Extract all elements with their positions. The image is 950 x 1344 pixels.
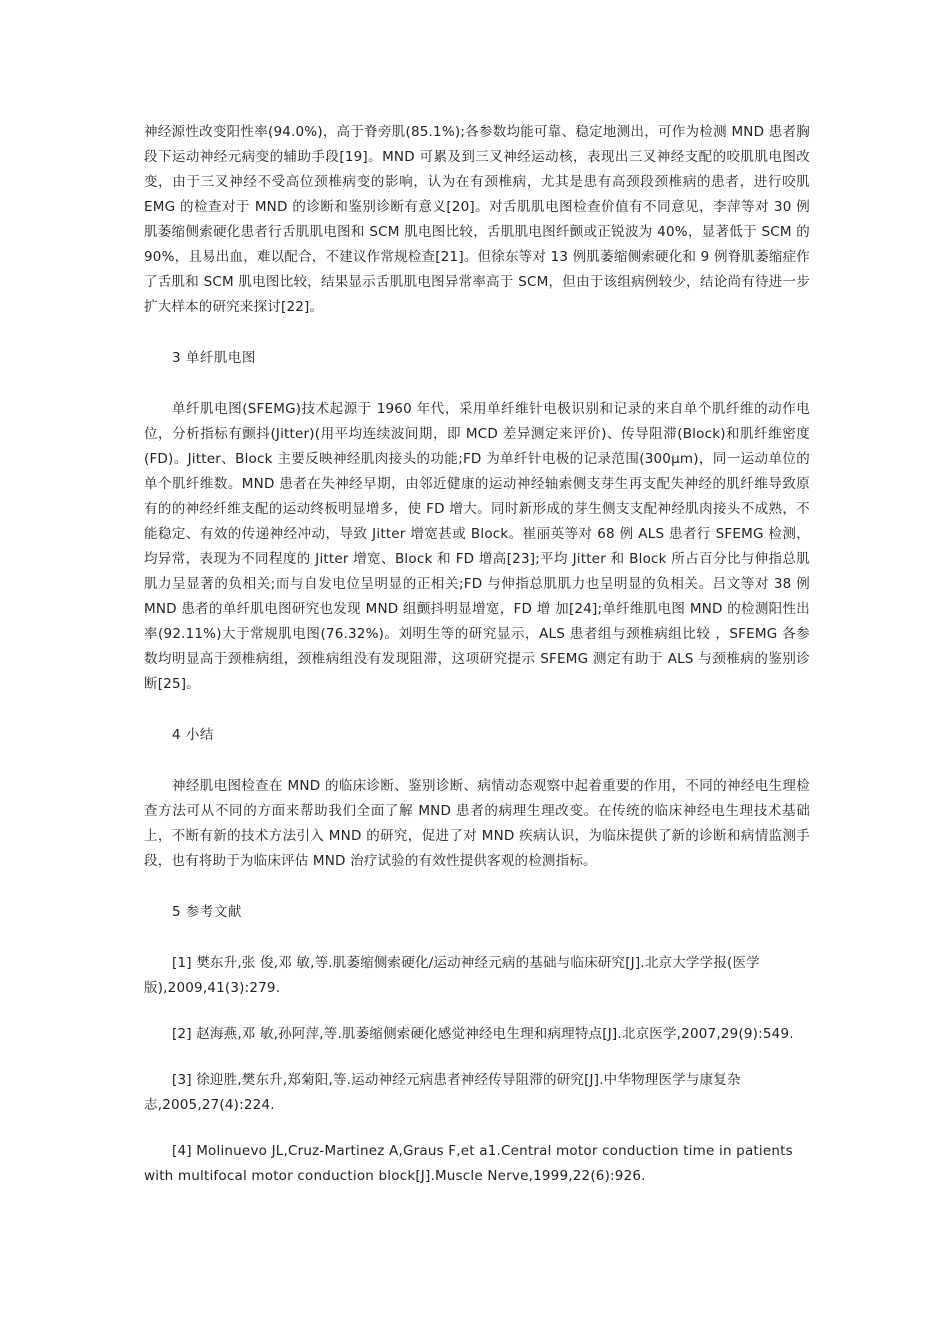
section-heading-5: 5 参考文献 — [172, 904, 242, 920]
section-heading-3: 3 单纤肌电图 — [172, 350, 256, 366]
reference-item: [1] 樊东升,张 俊,邓 敏,等.肌萎缩侧索硬化/运动神经元病的基础与临床研究[J].北京大学学报(医学版),2009,41(3):279. — [144, 955, 760, 996]
paragraph-sfemg: 单纤肌电图(SFEMG)技术起源于 1960 年代，采用单纤维针电极识别和记录的来自单个肌纤维的动作电位，分析指标有颤抖(Jitter)(用平均连续波间期，即 MCD 差异测定来评价)、传导阻滞(Block)和肌纤维密度(FD)。Jitter、Block 主要反映神经肌肉接头的功能;FD 为单纤针电极的记录范围(300μm)，同一运动单位的单个肌纤维数。MND 患者在失神经早期，由邻近健康的运动神经轴索侧支芽生再支配失神经的肌纤维导致原有的的神经纤维支配的运动终板明显增多，使 FD 增大。同时新形成的芽生侧支支配神经肌肉接头不成熟，不能稳定、有效的传递神经冲动，导致 Jitter 增宽甚或 Block。崔丽英等对 68 例 ALS 患者行 SFEMG 检测，均异常，表现为不同程度的 Jitter 增宽、Block 和 FD 增高[23];平均 Jitter 和 Block 所占百分比与伸指总肌肌力呈显著的负相关;而与自发电位呈明显的正相关;FD 与伸指总肌肌力也呈明显的负相关。吕文等对 38 例 MND 患者的单纤肌电图研究也发现 MND 组颤抖明显增宽，FD 增 加[24];单纤维肌电图 MND 的检测阳性出率(92.11%)大于常规肌电图(76.32%)。刘明生等的研究显示，ALS 患者组与颈椎病组比较 ，SFEMG 各参数均明显高于颈椎病组，颈椎病组没有发现阻滞，这项研究提示 SFEMG 测定有助于 ALS 与颈椎病的鉴别诊断[25]。 — [144, 401, 810, 692]
paragraph-intro: 神经源性改变阳性率(94.0%)，高于脊旁肌(85.1%);各参数均能可靠、稳定地测出，可作为检测 MND 患者胸段下运动神经元病变的辅助手段[19]。MND 可累及到三叉神经运动核，表现出三叉神经支配的咬肌肌电图改变，由于三叉神经不受高位颈椎病变的影响，认为在有颈椎病，尤其是患有高颈段颈椎病的患者，进行咬肌 EMG 的检查对于 MND 的诊断和鉴别诊断有意义[20]。对舌肌肌电图检查价值有不同意见，李萍等对 30 例肌萎缩侧索硬化患者行舌肌肌电图和 SCM 肌电图比较，舌肌肌电图纤颤或正锐波为 40%，显著低于 SCM 的 90%，且易出血，难以配合，不建议作常规检查[21]。但徐东等对 13 例肌萎缩侧索硬化和 9 例脊肌萎缩症作了舌肌和 SCM 肌电图比较，结果显示舌肌肌电图异常率高于 SCM，但由于该组病例较少，结论尚有待进一步扩大样本的研究来探讨[22]。 — [144, 124, 810, 315]
reference-item: [4] Molinuevo JL,Cruz-Martinez A,Graus F,et a1.Central motor conduction time in patients with multifocal motor conduction block[J].Muscle Nerve,1999,22(6):926. — [144, 1143, 793, 1184]
section-heading-4: 4 小结 — [172, 727, 214, 743]
paragraph-summary: 神经肌电图检查在 MND 的临床诊断、鉴别诊断、病情动态观察中起着重要的作用，不同的神经电生理检查方法可从不同的方面来帮助我们全面了解 MND 患者的病理生理改变。在传统的临床神经电生理技术基础上，不断有新的技术方法引入 MND 的研究，促进了对 MND 疾病认识，为临床提供了新的诊断和病情监测手段，也有将助于为临床评估 MND 治疗试验的有效性提供客观的检测指标。 — [144, 778, 810, 869]
reference-item: [2] 赵海燕,邓 敏,孙阿萍,等.肌萎缩侧索硬化感觉神经电生理和病理特点[J].北京医学,2007,29(9):549. — [172, 1026, 794, 1042]
document-page — [144, 120, 810, 1189]
reference-item: [3] 徐迎胜,樊东升,郑菊阳,等.运动神经元病患者神经传导阻滞的研究[J].中华物理医学与康复杂志,2005,27(4):224. — [144, 1072, 741, 1113]
